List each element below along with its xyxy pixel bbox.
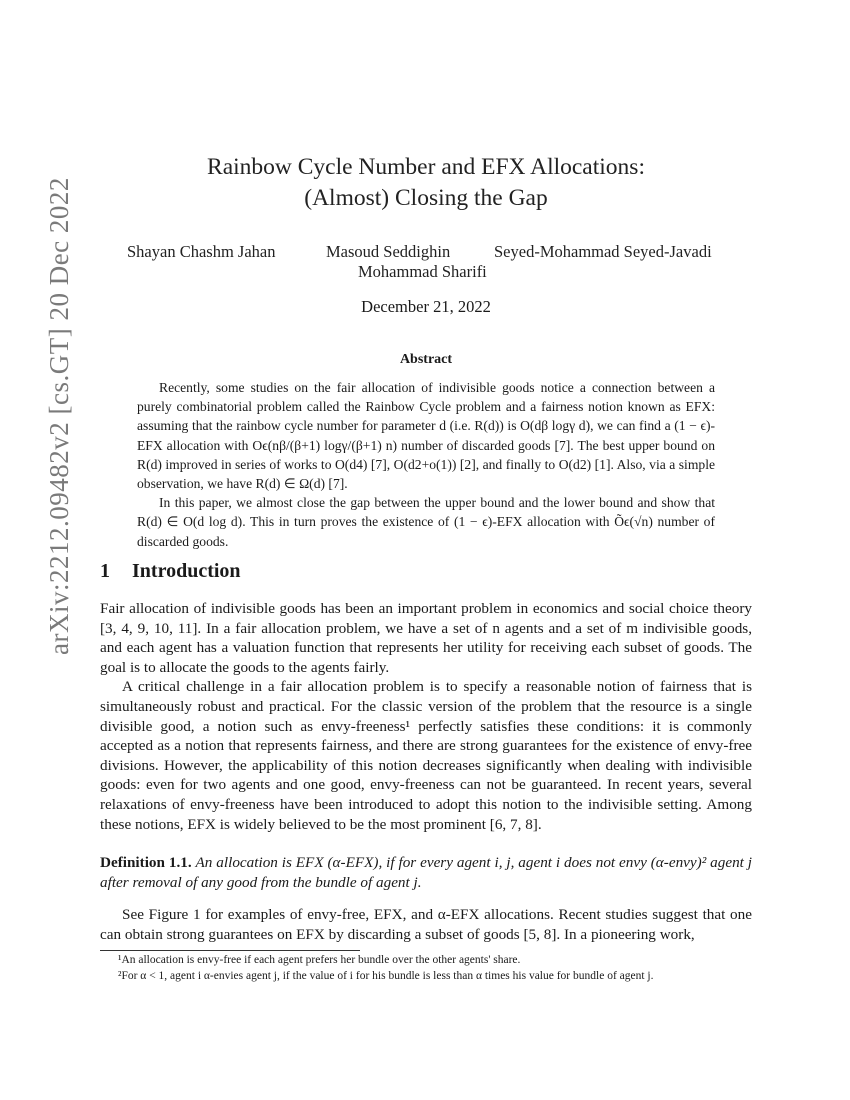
paper-title <box>100 152 752 214</box>
definition-text: An allocation is EFX (α-EFX), if for every agent i, j, agent i does not envy (α-envy)² agent j after removal of any good from the bundle of agent j. <box>100 854 752 891</box>
section-number: 1 <box>100 560 110 582</box>
footnote-2: ²For α < 1, agent i α-envies agent j, if the value of i for his bundle is less than α times his value for bundle of agent j. <box>118 969 654 982</box>
abstract-paragraph-2: In this paper, we almost close the gap between the upper bound and the lower bound and show that R(d) ∈ O(d log d). This in turn proves the existence of (1 − ϵ)-EFX allocation with Õϵ(√n) number of discarded goods. <box>137 495 715 549</box>
intro-paragraph-2: A critical challenge in a fair allocation problem is to specify a reasonable notion of fairness that is simultaneously robust and practical. For the classic version of the problem that the resource is a single divisible good, a notion such as envy-freeness¹ perfectly satisfies these conditions: it is commonly accepted as a notion that represents fairness, and there are strong guarantees for the existence of envy-free divisions. However, the applicability of this notion decreases significantly when dealing with indivisible goods: even for two agents and one good, envy-freeness can not be guaranteed. In recent years, several relaxations of envy-freeness have been introduced to adopt this notion to the indivisible setting. Among these notions, EFX is widely believed to be the most prominent [6, 7, 8]. <box>100 678 752 833</box>
intro-paragraph-3: See Figure 1 for examples of envy-free, EFX, and α-EFX allocations. Recent studies suggest that one can obtain strong guarantees on EFX by discarding a subset of goods [5, 8]. In a pioneering work, <box>100 906 752 943</box>
author-3: Seyed-Mohammad Seyed-Javadi <box>494 242 712 261</box>
definition-label: Definition 1.1. <box>100 854 192 871</box>
footnote-1: ¹An allocation is envy-free if each agent prefers her bundle over the other agents' share. <box>118 954 521 966</box>
title-line-1: Rainbow Cycle Number and EFX Allocations: <box>207 154 645 180</box>
author-4: Mohammad Sharifi <box>358 262 487 281</box>
publication-date: December 21, 2022 <box>361 297 491 316</box>
abstract-body <box>137 378 715 551</box>
arxiv-identifier-stamp <box>0 0 74 1100</box>
section-heading <box>100 560 241 583</box>
abstract-heading: Abstract <box>399 352 453 367</box>
title-line-2: (Almost) Closing the Gap <box>304 185 548 211</box>
abstract-paragraph-1: Recently, some studies on the fair allocation of indivisible goods notice a connection between a purely combinatorial problem called the Rainbow Cycle problem and a fairness notion known as EFX: assuming that the rainbow cycle number for parameter d (i.e. R(d)) is O(dβ logγ d), we can find a (1 − ϵ)-EFX allocation with Oϵ(nβ/(β+1) logγ/(β+1) n) number of discarded goods [7]. The best upper bound on R(d) improved in series of works to O(d4) [7], O(d2+o(1)) [2], and finally to O(d2) [1]. Also, via a simple observation, we have R(d) ∈ Ω(d) [7]. <box>137 380 715 492</box>
intro-paragraph-1: Fair allocation of indivisible goods has been an important problem in economics and social choice theory [3, 4, 9, 10, 11]. In a fair allocation problem, we have a set of n agents and a set of m indivisible goods, and each agent has a valuation function that represents her utility for receiving each subset of goods. The goal is to allocate the goods to the agents fairly. <box>100 600 752 676</box>
arxiv-id-text: arXiv:2212.09482v2 [cs.GT] 20 Dec 2022 <box>44 177 74 655</box>
intro-text <box>100 599 752 834</box>
author-2: Masoud Seddighin <box>326 242 451 261</box>
footnote-rule <box>100 950 360 951</box>
footnotes <box>100 953 752 984</box>
section-title: Introduction <box>132 560 241 582</box>
intro-continuation <box>100 905 752 944</box>
author-1: Shayan Chashm Jahan <box>127 242 276 261</box>
definition-block <box>100 853 752 892</box>
